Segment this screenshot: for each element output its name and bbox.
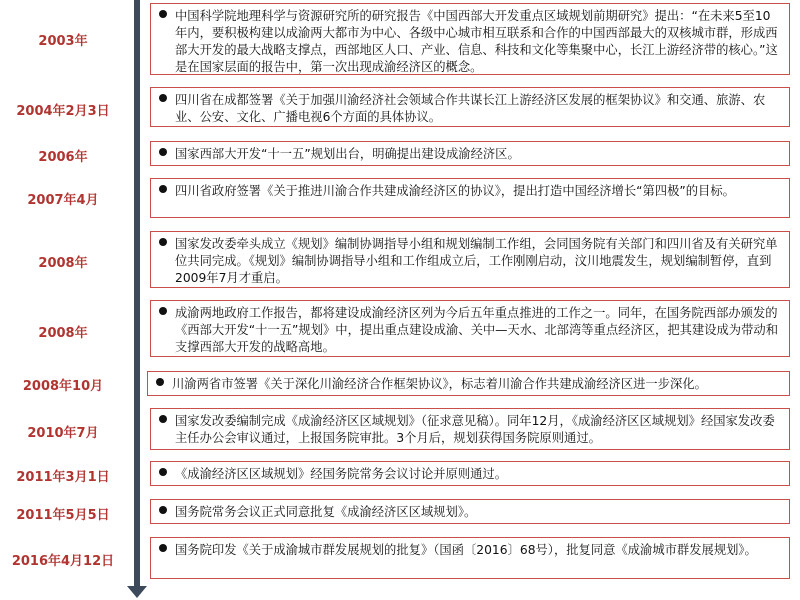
bullet-icon bbox=[159, 468, 167, 476]
timeline-entry bbox=[150, 178, 790, 218]
bullet-icon bbox=[159, 94, 167, 102]
entry-text: 四川省政府签署《关于推进川渝合作共建成渝经济区的协议》，提出打造中国经济增长“第四极”的目标。 bbox=[175, 184, 735, 198]
entry-text: 国务院常务会议正式同意批复《成渝经济区区域规划》。 bbox=[175, 505, 477, 519]
entry-text: 中国科学院地理科学与资源研究所的研究报告《中国西部大开发重点区域规划前期研究》提出：“在未来5至10年内，要积极构建以成渝两大都市为中心、各级中心城市相互联系和合作的中国西部最大的双核城市群，形成西部大开发的最大战略支撑点，西部地区人口、产业、信息、科技和文化等集聚中心，长江上游经济带的核心。”这是在国家层面的报告中，第一次出现成渝经济区的概念。 bbox=[175, 9, 778, 74]
timeline-entry bbox=[150, 231, 790, 288]
timeline-entry bbox=[150, 461, 790, 486]
bullet-icon bbox=[159, 506, 167, 514]
entry-text: 《成渝经济区区域规划》经国务院常务会议讨论并原则通过。 bbox=[175, 467, 508, 481]
timeline-entry bbox=[150, 87, 790, 127]
entry-text: 国家西部大开发“十一五”规划出台，明确提出建设成渝经济区。 bbox=[175, 147, 520, 161]
timeline-entry bbox=[150, 3, 790, 75]
timeline-entry bbox=[150, 300, 790, 357]
timeline-line bbox=[134, 0, 140, 588]
timeline-date: 2016年4月12日 bbox=[11, 554, 115, 569]
timeline-entry bbox=[150, 408, 790, 450]
bullet-icon bbox=[159, 10, 167, 18]
timeline-date: 2011年5月5日 bbox=[16, 508, 110, 523]
timeline-arrow-icon bbox=[127, 586, 147, 598]
bullet-icon bbox=[159, 238, 167, 246]
timeline-date: 2010年7月 bbox=[27, 426, 99, 441]
bullet-icon bbox=[159, 148, 167, 156]
timeline-entry bbox=[150, 141, 790, 166]
bullet-icon bbox=[156, 378, 164, 386]
timeline-date: 2008年10月 bbox=[22, 379, 104, 394]
entry-text: 国家发改委牵头成立《规划》编制协调指导小组和规划编制工作组，会同国务院有关部门和四川省及有关研究单位共同完成。《规划》编制协调指导小组和工作组成立后，工作刚刚启动，汶川地震发生，规划编制暂停，直到2009年7月才重启。 bbox=[175, 237, 778, 285]
bullet-icon bbox=[159, 307, 167, 315]
entry-text: 国家发改委编制完成《成渝经济区区域规划》（征求意见稿）。同年12月，《成渝经济区区域规划》经国家发改委主任办公会审议通过，上报国务院审批。3个月后，规划获得国务院原则通过。 bbox=[175, 414, 775, 445]
bullet-icon bbox=[159, 544, 167, 552]
bullet-icon bbox=[159, 415, 167, 423]
entry-text: 四川省在成都签署《关于加强川渝经济社会领域合作共谋长江上游经济区发展的框架协议》和交通、旅游、农业、公安、文化、广播电视6个方面的具体协议。 bbox=[175, 93, 766, 124]
entry-text: 川渝两省市签署《关于深化川渝经济合作框架协议》，标志着川渝合作共建成渝经济区进一步深化。 bbox=[172, 377, 707, 391]
timeline-date: 2006年 bbox=[38, 150, 88, 165]
timeline-date: 2008年 bbox=[38, 256, 88, 271]
timeline-date: 2003年 bbox=[38, 34, 88, 49]
timeline-entry bbox=[150, 537, 790, 579]
timeline-entry bbox=[147, 371, 790, 396]
timeline-date: 2008年 bbox=[38, 326, 88, 341]
timeline-entry bbox=[150, 499, 790, 524]
timeline-date: 2007年4月 bbox=[27, 193, 99, 208]
entry-text: 成渝两地政府工作报告，都将建设成渝经济区列为今后五年重点推进的工作之一。同年，在国务院西部办颁发的《西部大开发“十一五”规划》中，提出重点建设成渝、关中—天水、北部湾等重点经济区，把其建设成为带动和支撑西部大开发的战略高地。 bbox=[175, 306, 778, 354]
bullet-icon bbox=[159, 185, 167, 193]
timeline-date: 2004年2月3日 bbox=[16, 104, 110, 119]
timeline-date: 2011年3月1日 bbox=[16, 470, 110, 485]
entry-text: 国务院印发《关于成渝城市群发展规划的批复》（国函〔2016〕68号），批复同意《成渝城市群发展规划》。 bbox=[175, 543, 757, 557]
